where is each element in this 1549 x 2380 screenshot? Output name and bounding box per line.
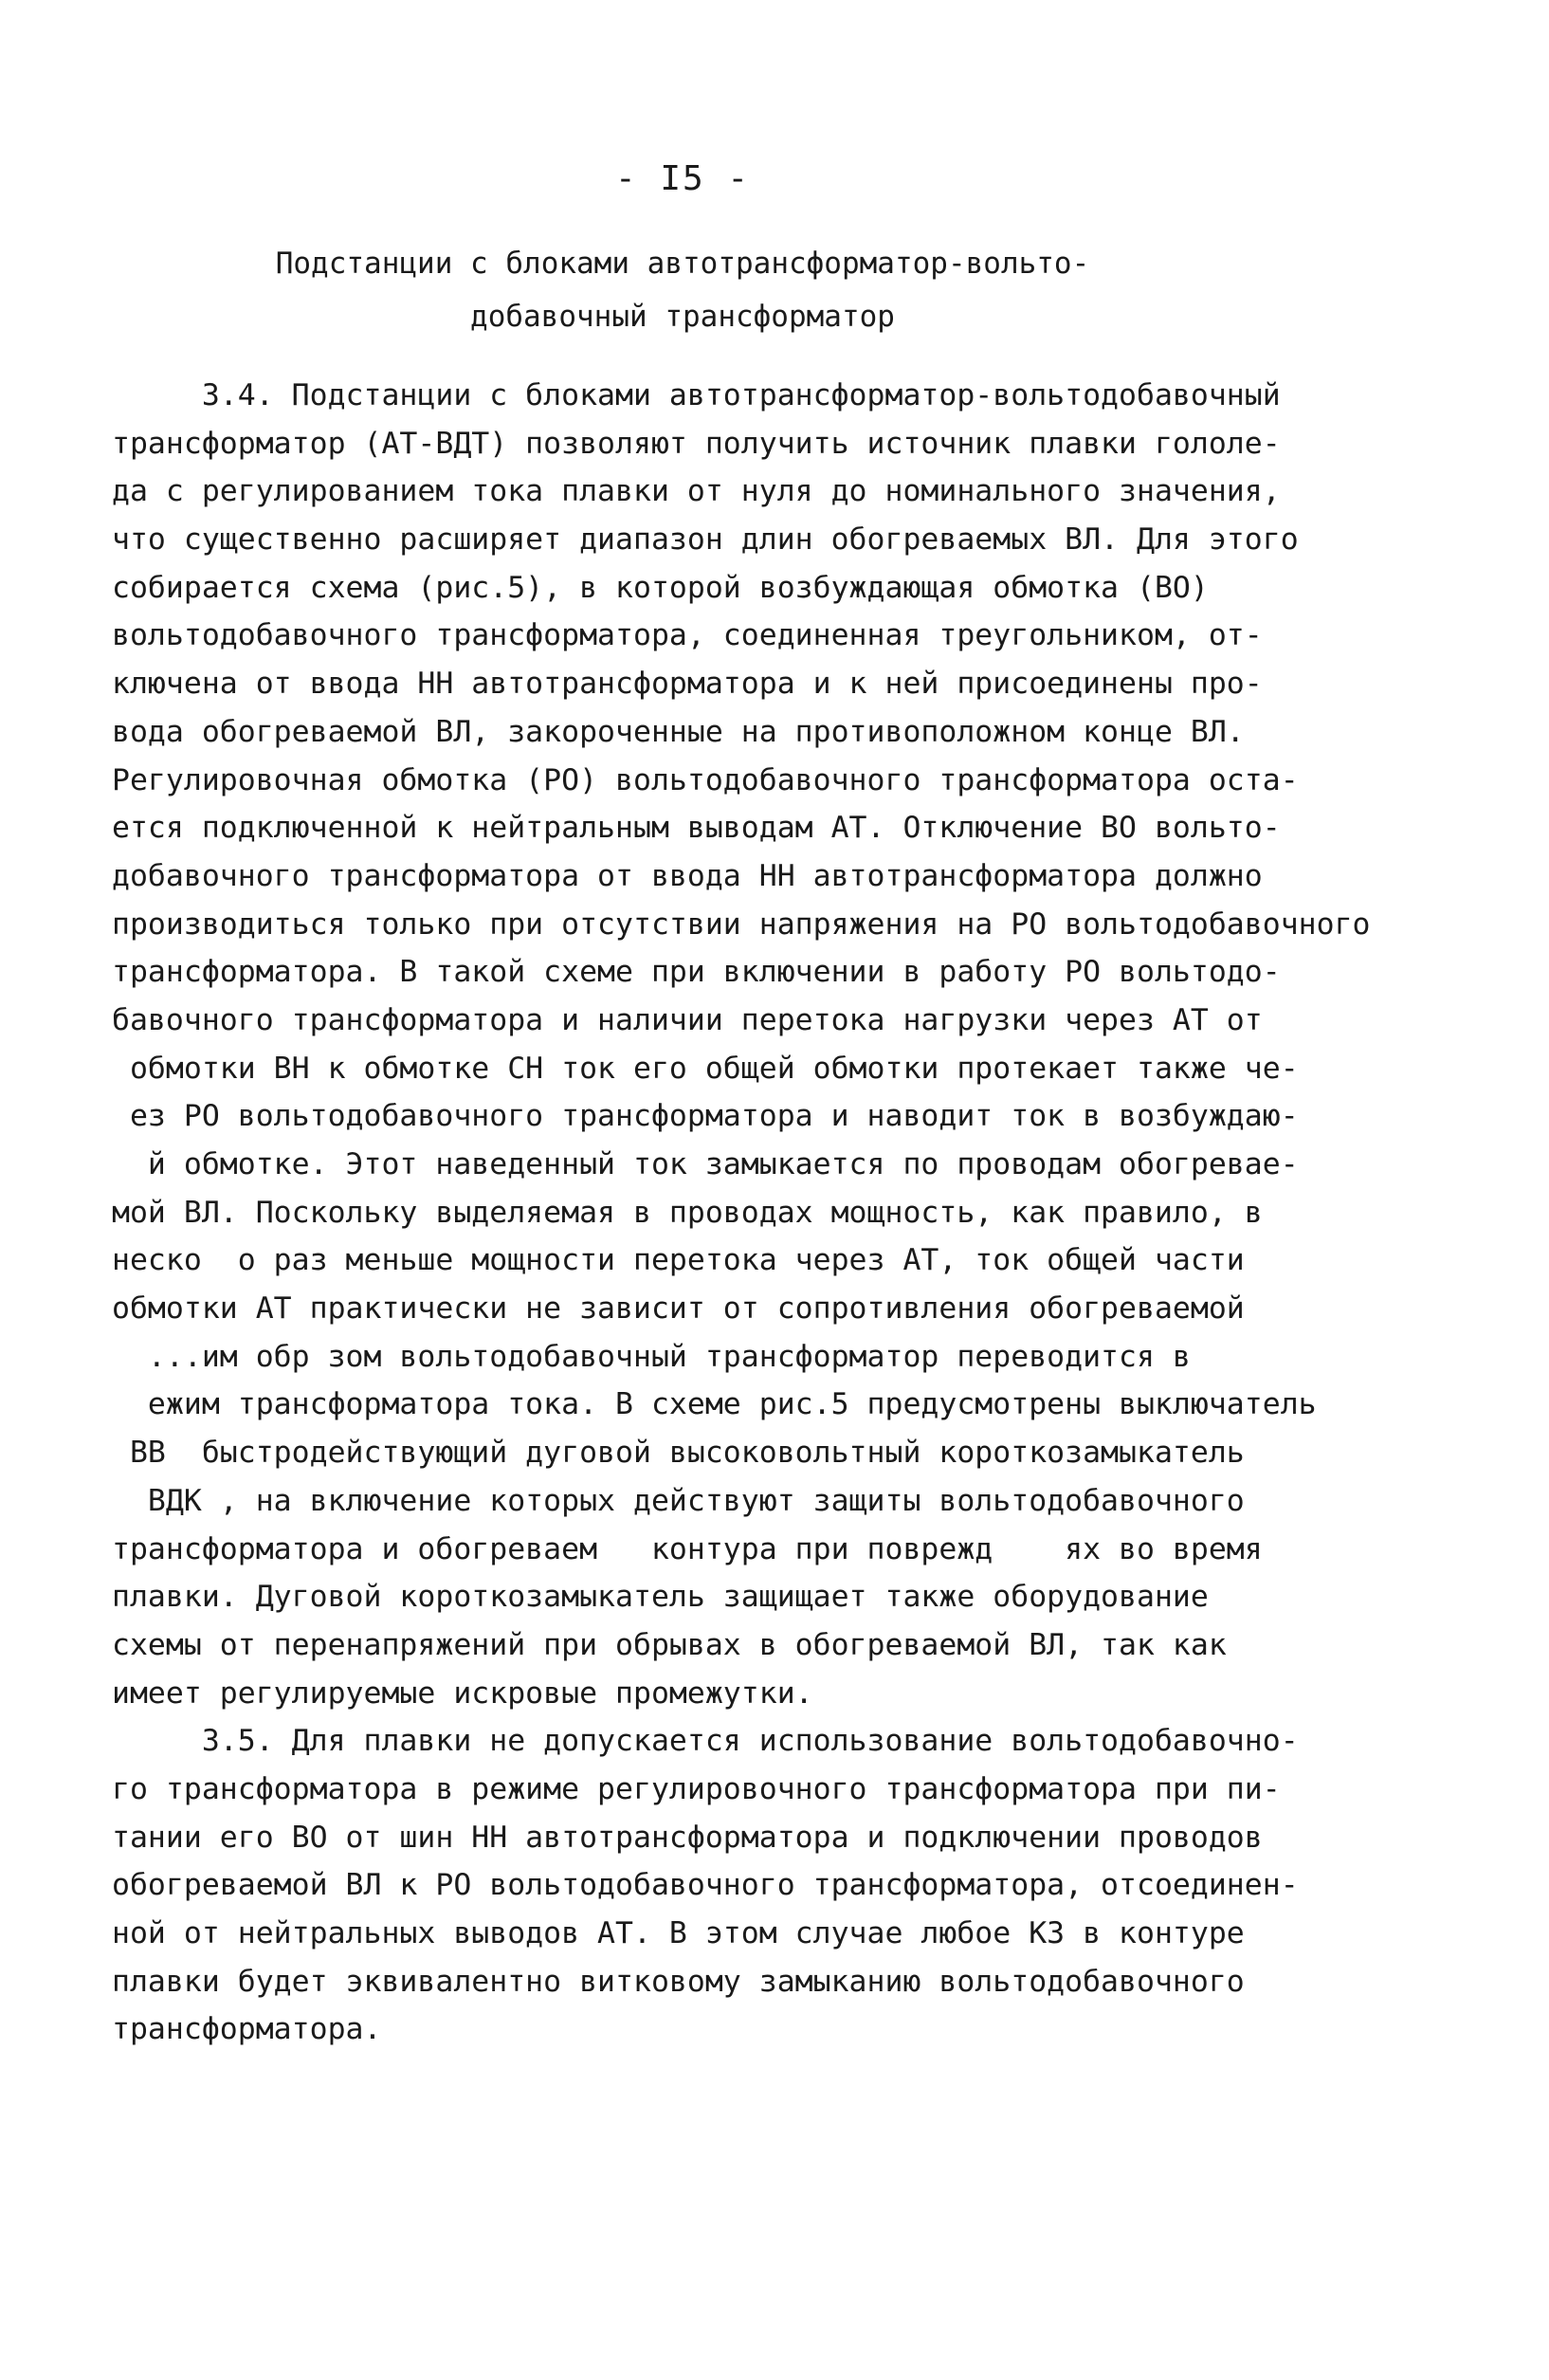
text-line: трансформатора. В такой схеме при включении в работу РО вольтодо- (112, 955, 1281, 990)
text-line: производиться только при отсутствии напряжения на РО вольтодобавочного (112, 906, 1371, 942)
text-line: ВВ быстродействующий дуговой высоковольтный короткозамыкатель (112, 1436, 1245, 1471)
text-line: имеет регулируемые искровые промежутки. (112, 1675, 813, 1711)
text-line: бавочного трансформатора и наличии перетока нагрузки через АТ от (112, 1002, 1263, 1037)
heading-line-1: Подстанции с блоками автотрансформатор-вольто- (275, 247, 1090, 281)
text-line: ез РО вольтодобавочного трансформатора и наводит ток в возбуждаю- (112, 1099, 1299, 1134)
heading-line-2: добавочный трансформатор (470, 300, 895, 334)
text-line: вода обогреваемой ВЛ, закороченные на противоположном конце ВЛ. (112, 714, 1245, 749)
text-line: Регулировочная обмотка (РО) вольтодобавочного трансформатора оста- (112, 762, 1299, 797)
body-text (112, 372, 1371, 2054)
text-line: ...им обр зом вольтодобавочный трансформатор переводится в (112, 1339, 1191, 1374)
text-line: обогреваемой ВЛ к РО вольтодобавочного трансформатора, отсоединен- (112, 1868, 1299, 1903)
text-line: обмотки АТ практически не зависит от сопротивления обогреваемой (112, 1291, 1245, 1327)
text-line: й обмотке. Этот наведенный ток замыкается по проводам обогревае- (112, 1147, 1299, 1181)
text-line: собирается схема (рис.5), в которой возбуждающая обмотка (ВО) (112, 570, 1209, 605)
text-line: го трансформатора в режиме регулировочного трансформатора при пи- (112, 1771, 1281, 1806)
text-line: 3.4. Подстанции с блоками автотрансформатор-вольтодобавочный (112, 378, 1281, 412)
text-line: обмотки ВН к обмотке СН ток его общей обмотки протекает также че- (112, 1051, 1299, 1086)
text-line: 3.5. Для плавки не допускается использование вольтодобавочно- (112, 1724, 1299, 1759)
text-line: да с регулированием тока плавки от нуля до номинального значения, (112, 474, 1281, 509)
text-line: схемы от перенапряжений при обрывах в обогреваемой ВЛ, так как (112, 1627, 1227, 1662)
text-line: трансформатор (АТ-ВДТ) позволяют получить источник плавки гололе- (112, 426, 1281, 461)
text-line: ется подключенной к нейтральным выводам АТ. Отключение ВО вольто- (112, 811, 1281, 846)
text-line: плавки будет эквивалентно витковому замыканию вольтодобавочного (112, 1964, 1245, 1999)
text-line: тании его ВО от шин НН автотрансформатора и подключении проводов (112, 1820, 1263, 1855)
text-line: добавочного трансформатора от ввода НН автотрансформатора должно (112, 858, 1263, 893)
text-line: вольтодобавочного трансформатора, соединенная треугольником, от- (112, 618, 1263, 653)
text-line: ежим трансформатора тока. В схеме рис.5 предусмотрены выключатель (112, 1387, 1317, 1422)
text-line: ключена от ввода НН автотрансформатора и к ней присоединены про- (112, 667, 1263, 702)
page-number: - I5 - (614, 159, 751, 198)
section-heading (190, 237, 1175, 343)
text-line: мой ВЛ. Поскольку выделяемая в проводах мощность, как правило, в (112, 1195, 1263, 1230)
text-line: плавки. Дуговой короткозамыкатель защищает также оборудование (112, 1580, 1209, 1615)
text-line: неско о раз меньше мощности перетока через АТ, ток общей части (112, 1243, 1245, 1278)
text-line: трансформатора. (112, 2012, 382, 2047)
text-line: что существенно расширяет диапазон длин обогреваемых ВЛ. Для этого (112, 522, 1299, 558)
text-line: ной от нейтральных выводов АТ. В этом случае любое КЗ в контуре (112, 1916, 1245, 1950)
text-line: ВДК , на включение которых действуют защиты вольтодобавочного (112, 1483, 1245, 1518)
text-line: трансформатора и обогреваем контура при поврежд ях во время (112, 1531, 1263, 1566)
